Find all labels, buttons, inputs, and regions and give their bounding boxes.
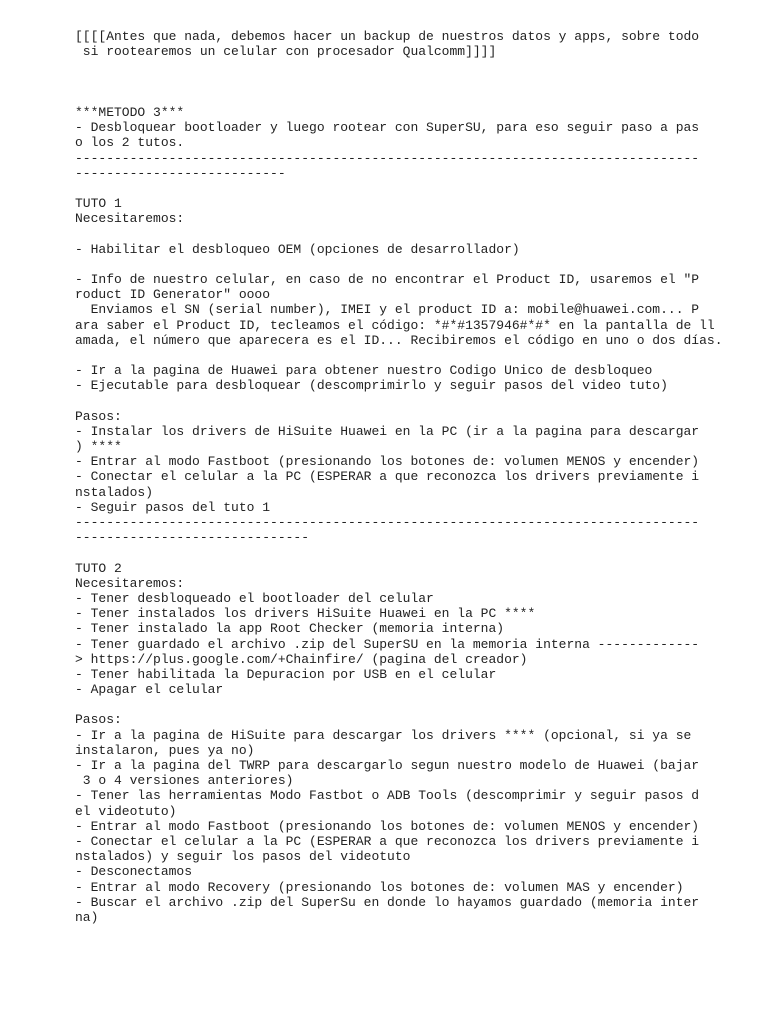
list-item: - Habilitar el desbloqueo OEM (opciones de desarrollador)	[75, 241, 520, 257]
text-line: Enviamos el SN (serial number), IMEI y el product ID a: mobile@huawei.com... P	[75, 302, 700, 318]
blank-line	[75, 59, 755, 74]
text-line: si rootearemos un celular con procesador Qualcomm]]]]	[75, 44, 497, 60]
list-item: - Conectar el celular a la PC (ESPERAR a que reconozca los drivers previamente i	[75, 469, 700, 485]
subheading: Pasos:	[75, 408, 122, 424]
subheading: Necesitaremos:	[75, 575, 185, 591]
dashed-separator: --------------------------------------------------------------------------------	[75, 515, 700, 530]
text-line: > https://plus.google.com/+Chainfire/ (pagina del creador)	[75, 651, 528, 667]
section-heading-metodo-3: ***METODO 3***	[75, 104, 185, 120]
text-line: [[[[Antes que nada, debemos hacer un backup de nuestros datos y apps, sobre todo	[75, 29, 700, 44]
blank-line	[75, 257, 755, 272]
section-heading-tuto-2: TUTO 2	[75, 560, 122, 576]
text-line: na)	[75, 909, 99, 925]
list-item: - Info de nuestro celular, en caso de no encontrar el Product ID, usaremos el "P	[75, 272, 700, 287]
list-item: - Conectar el celular a la PC (ESPERAR a que reconozca los drivers previamente i	[75, 833, 700, 849]
list-item: - Tener desbloqueado el bootloader del celular	[75, 590, 434, 606]
text-line: ) ****	[75, 439, 122, 455]
blank-line	[75, 226, 755, 241]
list-item: - Tener las herramientas Modo Fastbot o ADB Tools (descomprimir y seguir pasos d	[75, 788, 700, 804]
blank-line	[75, 545, 755, 560]
blank-line	[75, 394, 755, 409]
list-item: - Ir a la pagina de Huawei para obtener nuestro Codigo Unico de desbloqueo	[75, 363, 653, 379]
list-item: - Instalar los drivers de HiSuite Huawei en la PC (ir a la pagina para descargar	[75, 423, 700, 439]
subheading: Pasos:	[75, 712, 122, 728]
dashed-separator: ------------------------------	[75, 530, 310, 546]
list-item: - Seguir pasos del tuto 1	[75, 499, 271, 515]
list-item: - Desconectamos	[75, 864, 193, 880]
list-item: - Tener habilitada la Depuracion por USB en el celular	[75, 666, 497, 682]
list-item: - Apagar el celular	[75, 682, 224, 698]
dashed-separator: --------------------------------------------------------------------------------	[75, 150, 700, 166]
list-item: - Tener guardado el archivo .zip del SuperSU en la memoria interna -------------	[75, 636, 700, 652]
list-item: - Ir a la pagina del TWRP para descargarlo segun nuestro modelo de Huawei (bajar	[75, 758, 700, 773]
text-line: amada, el número que aparecera es el ID... Recibiremos el código en uno o dos días.	[75, 332, 723, 348]
blank-line	[75, 75, 755, 90]
text-line: ara saber el Product ID, tecleamos el código: *#*#1357946#*#* en la pantalla de ll	[75, 317, 715, 333]
list-item: - Ir a la pagina de HiSuite para descargar los drivers **** (opcional, si ya se	[75, 727, 692, 743]
list-item: - Entrar al modo Fastboot (presionando los botones de: volumen MENOS y encender)	[75, 454, 700, 470]
list-item: - Buscar el archivo .zip del SuperSu en donde lo hayamos guardado (memoria inter	[75, 894, 700, 910]
dashed-separator: ---------------------------	[75, 165, 286, 181]
section-heading-tuto-1: TUTO 1	[75, 196, 122, 212]
subheading: Necesitaremos:	[75, 211, 185, 227]
text-line: nstalados) y seguir los pasos del videotuto	[75, 849, 411, 865]
blank-line	[75, 348, 755, 363]
list-item: - Tener instalado la app Root Checker (memoria interna)	[75, 621, 505, 637]
document-body	[75, 29, 755, 925]
text-line: el videotuto)	[75, 803, 177, 819]
text-line: instalaron, pues ya no)	[75, 742, 255, 758]
text-line: - Desbloquear bootloader y luego rootear con SuperSU, para eso seguir paso a pas	[75, 120, 700, 136]
text-line: 3 o 4 versiones anteriores)	[75, 773, 294, 789]
text-line: roduct ID Generator" oooo	[75, 287, 271, 303]
text-line: o los 2 tutos.	[75, 135, 185, 151]
list-item: - Entrar al modo Recovery (presionando los botones de: volumen MAS y encender)	[75, 879, 684, 895]
blank-line	[75, 697, 755, 712]
list-item: - Tener instalados los drivers HiSuite Huawei en la PC ****	[75, 606, 536, 622]
text-line: nstalados)	[75, 484, 154, 500]
list-item: - Ejecutable para desbloquear (descomprimirlo y seguir pasos del video tuto)	[75, 378, 668, 394]
blank-line	[75, 181, 755, 196]
list-item: - Entrar al modo Fastboot (presionando los botones de: volumen MENOS y encender)	[75, 818, 700, 834]
blank-line	[75, 90, 755, 105]
